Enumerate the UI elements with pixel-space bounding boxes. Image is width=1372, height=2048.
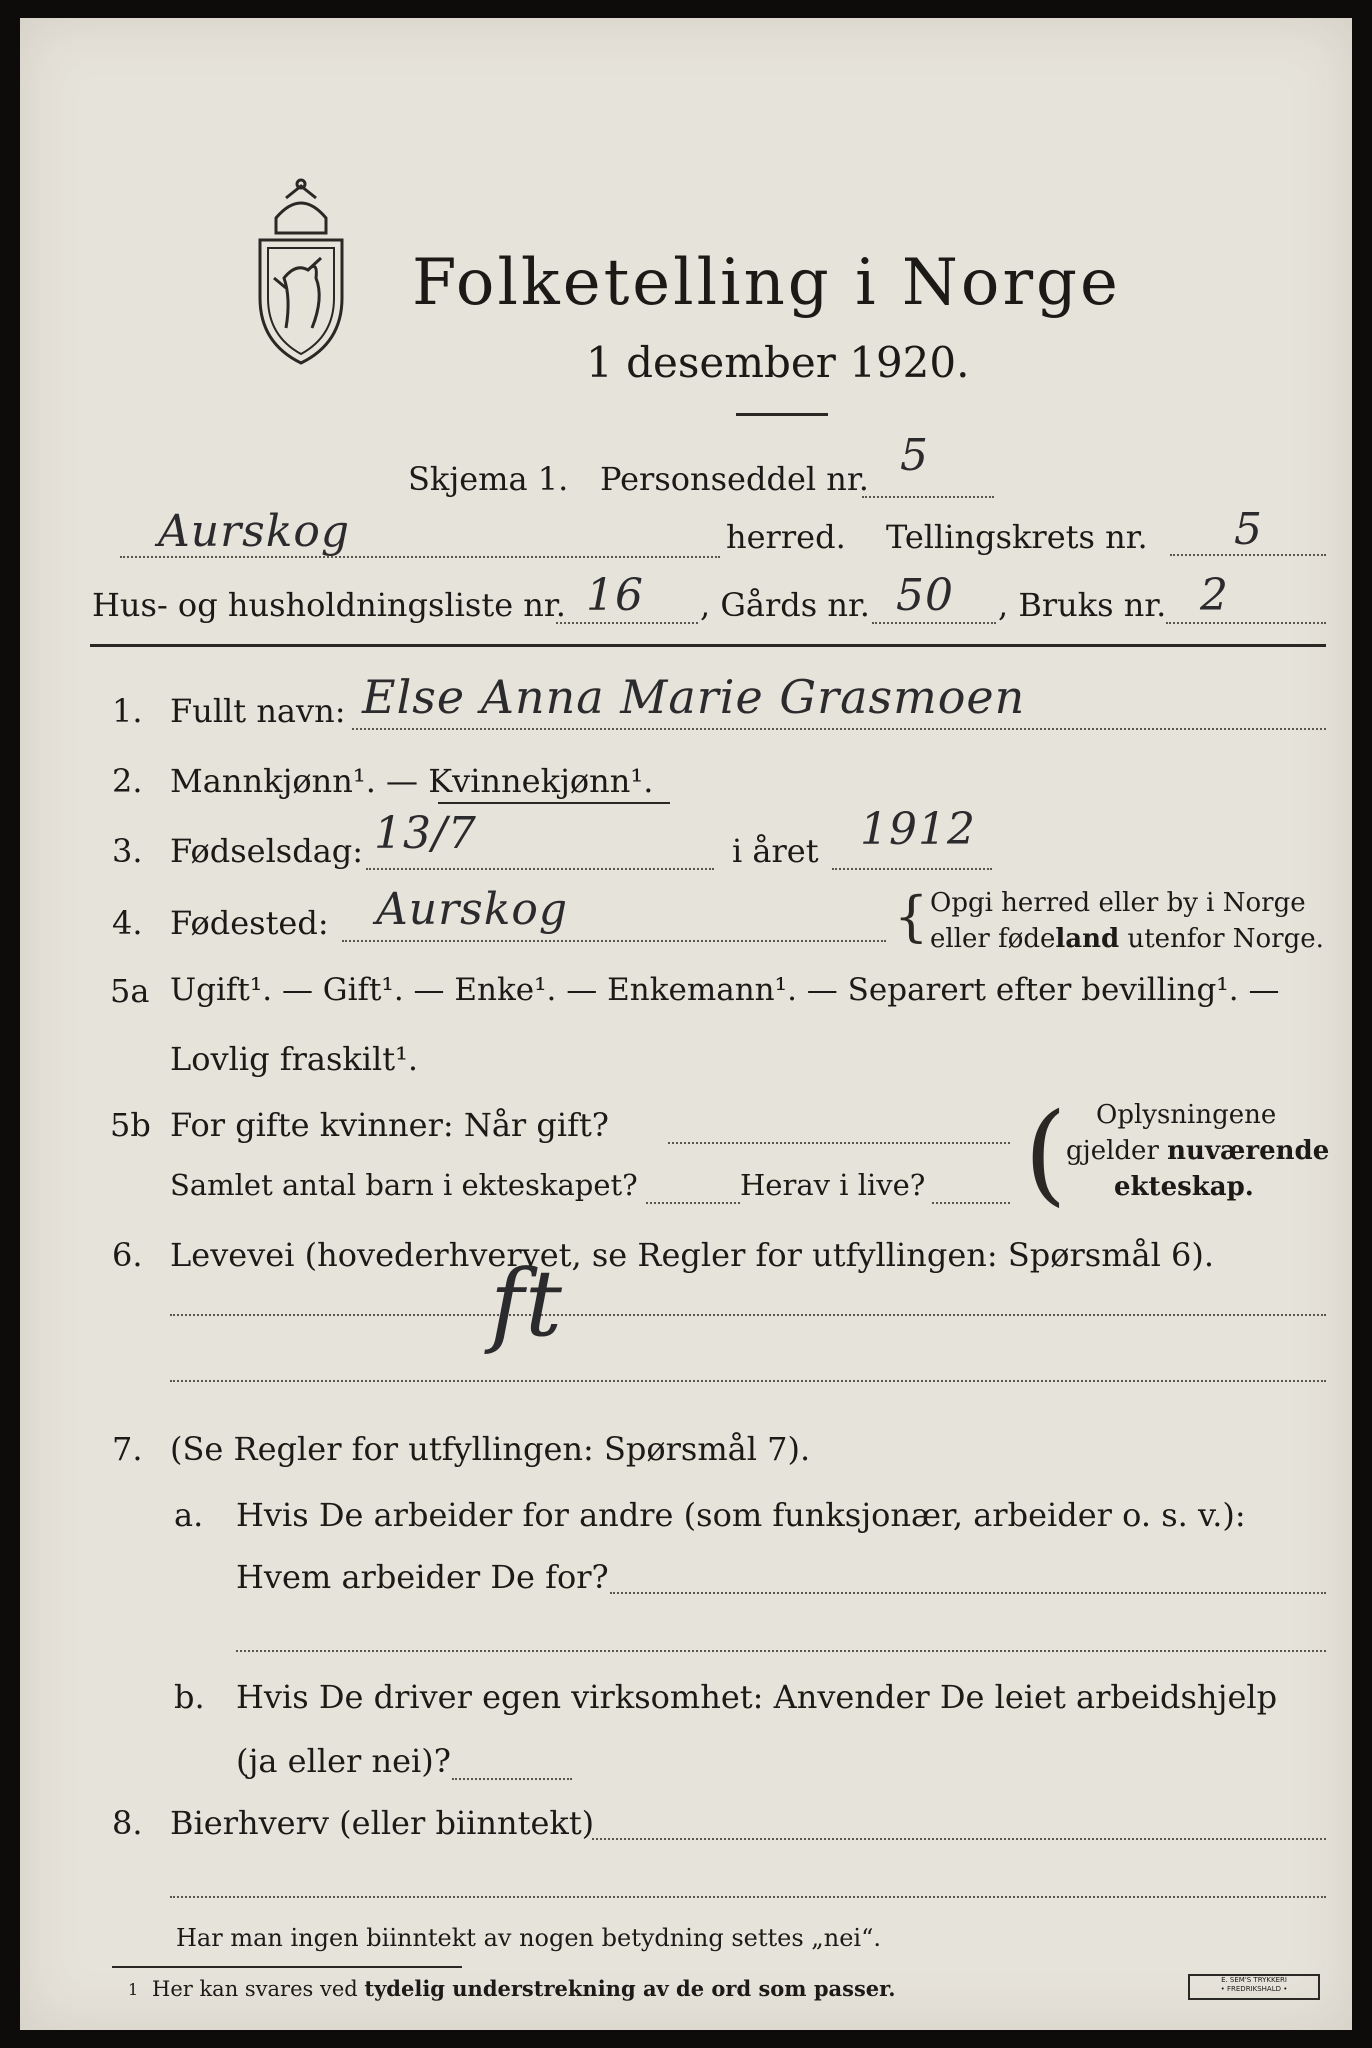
- herred-label: herred.: [726, 518, 846, 556]
- q5b-note-line3: ekteskap.: [1114, 1172, 1254, 1202]
- gards-label: , Gårds nr.: [700, 586, 870, 624]
- tellingskrets-label: Tellingskrets nr.: [886, 518, 1148, 556]
- personseddel-value: 5: [900, 430, 929, 481]
- personseddel-label: Personseddel nr.: [600, 460, 869, 498]
- form-title: Folketelling i Norge: [412, 246, 1121, 320]
- q5a-line2: Lovlig fraskilt¹.: [170, 1040, 419, 1078]
- herred-value: Aurskog: [158, 506, 351, 557]
- gards-value: 50: [896, 570, 954, 621]
- q4-value: Aurskog: [376, 884, 569, 935]
- q7a-number: a.: [174, 1496, 204, 1534]
- kvinnekjonn-underline: [438, 802, 670, 804]
- q4-note-brace: {: [894, 885, 929, 948]
- q5b-when-field-line: [668, 1142, 1010, 1144]
- hus-field-line: [556, 622, 698, 624]
- q6-field-line-2: [170, 1380, 1326, 1382]
- form-date: 1 desember 1920.: [586, 338, 970, 387]
- q4-note-line2: eller fødeland utenfor Norge.: [930, 924, 1324, 954]
- tellingskrets-value: 5: [1234, 504, 1263, 555]
- q6-label: Levevei (hovederhvervet, se Regler for utfyllingen: Spørsmål 6).: [170, 1236, 1215, 1274]
- q8-label: Bierhverv (eller biinntekt): [170, 1804, 595, 1842]
- gards-field-line: [872, 622, 996, 624]
- q5a-line1: Ugift¹. — Gift¹. — Enke¹. — Enkemann¹. — Separert efter bevilling¹. —: [170, 972, 1280, 1008]
- q3-label: Fødselsdag:: [170, 832, 364, 870]
- q5a-number: 5a: [110, 972, 150, 1010]
- bruks-field-line: [1166, 622, 1326, 624]
- footer-rule: [112, 1966, 462, 1968]
- q3-year-value: 1912: [860, 804, 976, 855]
- q4-number: 4.: [112, 904, 143, 942]
- q3-number: 3.: [112, 832, 143, 870]
- footnote-text: Her kan svares ved tydelig understrekning av de ord som passer.: [152, 1976, 896, 2001]
- norwegian-coat-of-arms-icon: [246, 178, 356, 368]
- q5b-line2a: Samlet antal barn i ekteskapet?: [170, 1168, 638, 1202]
- bruks-label: , Bruks nr.: [998, 586, 1167, 624]
- q5b-number: 5b: [110, 1106, 151, 1144]
- hus-value: 16: [586, 570, 644, 621]
- printer-stamp-line2: • FREDRIKSHALD •: [1220, 1985, 1288, 1993]
- q6-value: ft: [490, 1250, 564, 1357]
- census-form: [20, 18, 1352, 2030]
- printer-stamp-line1: E. SEM'S TRYKKERI: [1221, 1976, 1287, 1984]
- q8-field-line-2: [170, 1896, 1326, 1898]
- header-rule: [90, 644, 1326, 647]
- q7a-line2: Hvem arbeider De for?: [236, 1558, 609, 1596]
- bruks-value: 2: [1200, 570, 1229, 621]
- footnote-number: 1: [128, 1980, 139, 1999]
- printer-stamp: [1188, 1974, 1320, 2000]
- q1-value: Else Anna Marie Grasmoen: [362, 670, 1026, 724]
- q7a-field-line-1: [610, 1592, 1326, 1594]
- q1-field-line: [352, 728, 1326, 730]
- q8-number: 8.: [112, 1804, 143, 1842]
- q3-field-line: [366, 868, 714, 870]
- q3-year-label: i året: [732, 832, 819, 870]
- q3-value: 13/7: [374, 808, 477, 859]
- q7b-line1: Hvis De driver egen virksomhet: Anvender De leiet arbeidshjelp: [236, 1678, 1278, 1716]
- q7-number: 7.: [112, 1430, 143, 1468]
- q5b-note-brace: (: [1024, 1089, 1067, 1217]
- q5b-note-line1: Oplysningene: [1096, 1100, 1277, 1130]
- title-divider: [736, 413, 828, 416]
- q2-label: Mannkjønn¹. — Kvinnekjønn¹.: [170, 762, 654, 800]
- q5b-note-line2: gjelder nuværende: [1066, 1136, 1330, 1166]
- q4-note-line1: Opgi herred eller by i Norge: [930, 888, 1306, 918]
- q7b-line2: (ja eller nei)?: [236, 1742, 451, 1780]
- q2-number: 2.: [112, 762, 143, 800]
- q1-number: 1.: [112, 692, 143, 730]
- hus-label: Hus- og husholdningsliste nr.: [92, 586, 566, 624]
- q1-label: Fullt navn:: [170, 692, 346, 730]
- q8-field-line-1: [592, 1838, 1326, 1840]
- q3-year-field-line: [832, 868, 992, 870]
- q5b-line2b: Herav i live?: [740, 1168, 926, 1202]
- q7-label: (Se Regler for utfyllingen: Spørsmål 7).: [170, 1430, 811, 1468]
- footer-note: Har man ingen biinntekt av nogen betydning settes „nei“.: [176, 1924, 881, 1952]
- q5b-alive-field-line: [932, 1202, 1010, 1204]
- q7b-field-line: [452, 1778, 572, 1780]
- q7b-number: b.: [174, 1678, 205, 1716]
- q4-field-line: [342, 940, 886, 942]
- q5b-line1: For gifte kvinner: Når gift?: [170, 1106, 609, 1144]
- personseddel-field-line: [862, 496, 994, 498]
- schema-label: Skjema 1.: [408, 460, 569, 498]
- q4-label: Fødested:: [170, 904, 329, 942]
- q6-number: 6.: [112, 1236, 143, 1274]
- q7a-field-line-2: [236, 1650, 1326, 1652]
- q6-field-line-1: [170, 1314, 1326, 1316]
- q5b-children-field-line: [646, 1202, 740, 1204]
- q7a-line1: Hvis De arbeider for andre (som funksjonær, arbeider o. s. v.):: [236, 1496, 1246, 1534]
